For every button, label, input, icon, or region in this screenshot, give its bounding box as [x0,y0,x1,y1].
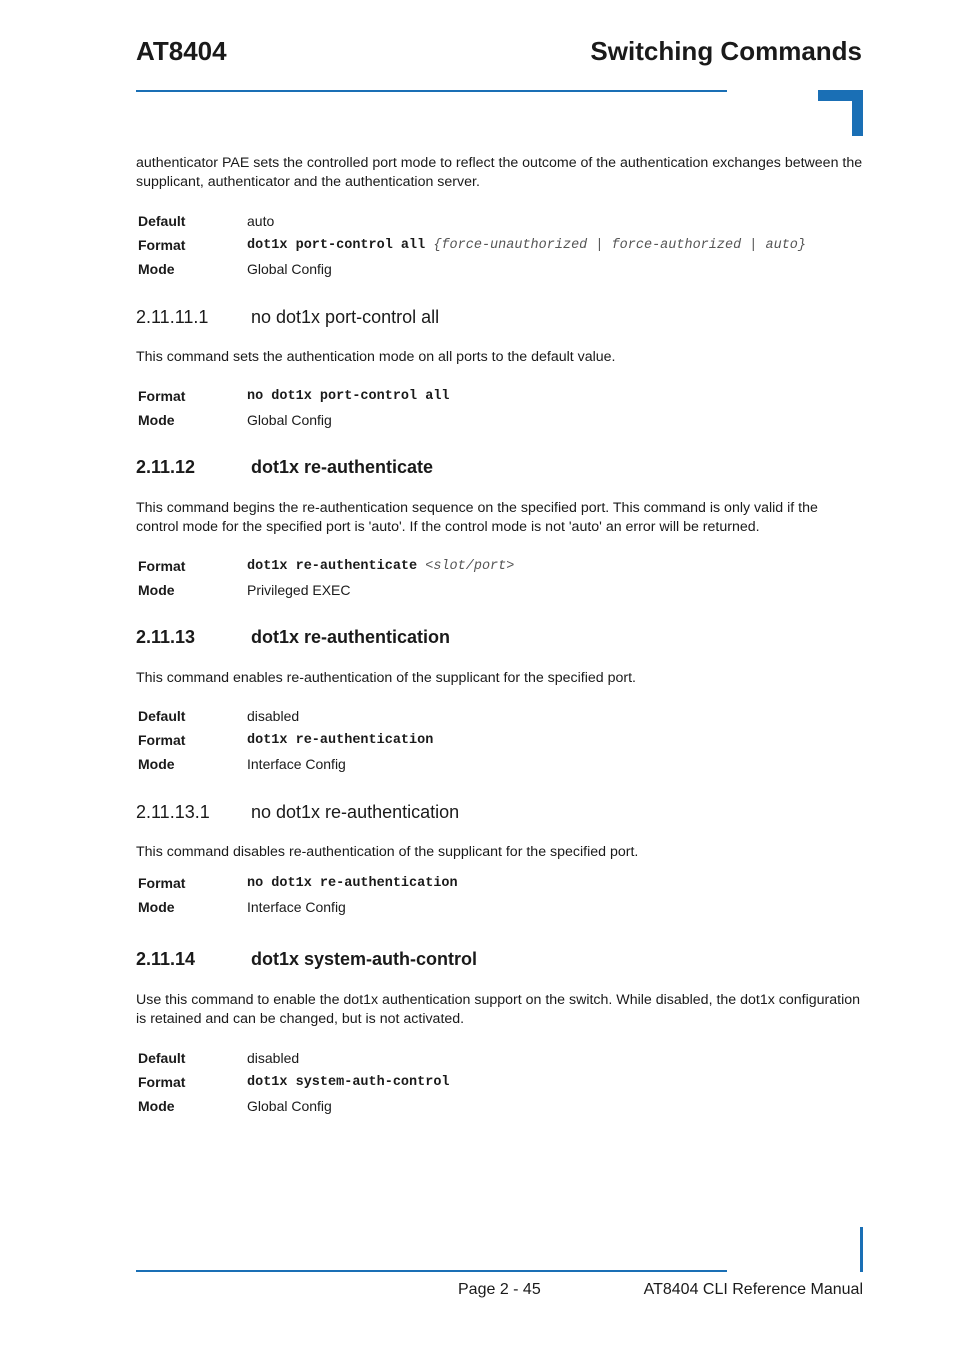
section-paragraph: This command sets the authentication mode on all ports to the default value. [136,349,616,365]
mode-label: Mode [138,1098,175,1114]
section-title: no dot1x port-control all [251,307,440,327]
format-command: no dot1x port-control all [247,389,450,404]
page-number: Page 2 - 45 [458,1281,541,1298]
section-heading [136,802,459,823]
format-command: dot1x port-control all [247,238,426,253]
default-label: Default [138,213,186,229]
mode-label: Mode [138,582,175,598]
section-title: dot1x re-authenticate [251,457,434,477]
section-paragraph: This command begins the re-authentication sequence on the specified port. This command is only valid if the control mode for the specified port is 'auto'. If the control mode is not 'auto' an error will be returned. [136,500,818,535]
format-label: Format [138,237,186,253]
format-value [247,1075,450,1090]
manual-title: AT8404 CLI Reference Manual [643,1281,863,1298]
mode-label: Mode [138,261,175,277]
format-command: dot1x system-auth-control [247,1075,450,1090]
section-number: 2.11.14 [136,949,196,969]
section-title: dot1x re-authentication [251,627,451,647]
default-label: Default [138,708,186,724]
footer-corner-mark [860,1227,863,1272]
mode-value: Interface Config [247,756,346,772]
header-chapter: Switching Commands [590,36,862,66]
format-value [247,733,433,748]
section-number: 2.11.13 [136,627,196,647]
section-heading [136,627,450,648]
intro-paragraph: authenticator PAE sets the controlled port mode to reflect the outcome of the authentication exchanges between the supplicant, authenticator and the authentication server. [136,155,863,190]
format-value [247,389,450,404]
section-heading [136,457,433,478]
format-command: dot1x re-authenticate [247,559,418,574]
section-number: 2.11.13.1 [136,802,210,822]
header-product: AT8404 [136,36,227,66]
format-command: no dot1x re-authentication [247,876,458,891]
section-title: dot1x system-auth-control [251,949,478,969]
section-number: 2.11.11.1 [136,307,209,327]
header-corner-mark [818,90,863,136]
mode-label: Mode [138,412,175,428]
format-label: Format [138,875,186,891]
section-paragraph: Use this command to enable the dot1x authentication support on the switch. While disabled, the dot1x configuration is retained and can be changed, but is not activated. [136,992,860,1027]
default-value: disabled [247,708,300,724]
format-arguments: {force-unauthorized | force-authorized | auto} [433,238,807,253]
format-label: Format [138,558,186,574]
format-command: dot1x re-authentication [247,733,434,748]
default-value: auto [247,213,275,229]
footer-rule [136,1270,727,1272]
default-label: Default [138,1050,186,1066]
section-paragraph: This command enables re-authentication of the supplicant for the specified port. [136,670,636,686]
mode-value: Interface Config [247,899,346,915]
section-heading [136,307,439,328]
format-label: Format [138,732,186,748]
header-rule [136,90,727,92]
mode-label: Mode [138,899,175,915]
section-paragraph: This command disables re-authentication of the supplicant for the specified port. [136,844,639,860]
format-arguments: <slot/port> [425,559,515,574]
mode-value: Privileged EXEC [247,582,351,598]
section-number: 2.11.12 [136,457,196,477]
section-title: no dot1x re-authentication [251,802,460,822]
format-label: Format [138,1074,186,1090]
default-value: disabled [247,1050,300,1066]
format-value [247,559,514,574]
format-label: Format [138,388,186,404]
mode-value: Global Config [247,1098,332,1114]
format-value [247,876,458,891]
mode-value: Global Config [247,412,332,428]
format-value [247,238,806,253]
mode-label: Mode [138,756,175,772]
section-heading [136,949,477,970]
mode-value: Global Config [247,261,332,277]
